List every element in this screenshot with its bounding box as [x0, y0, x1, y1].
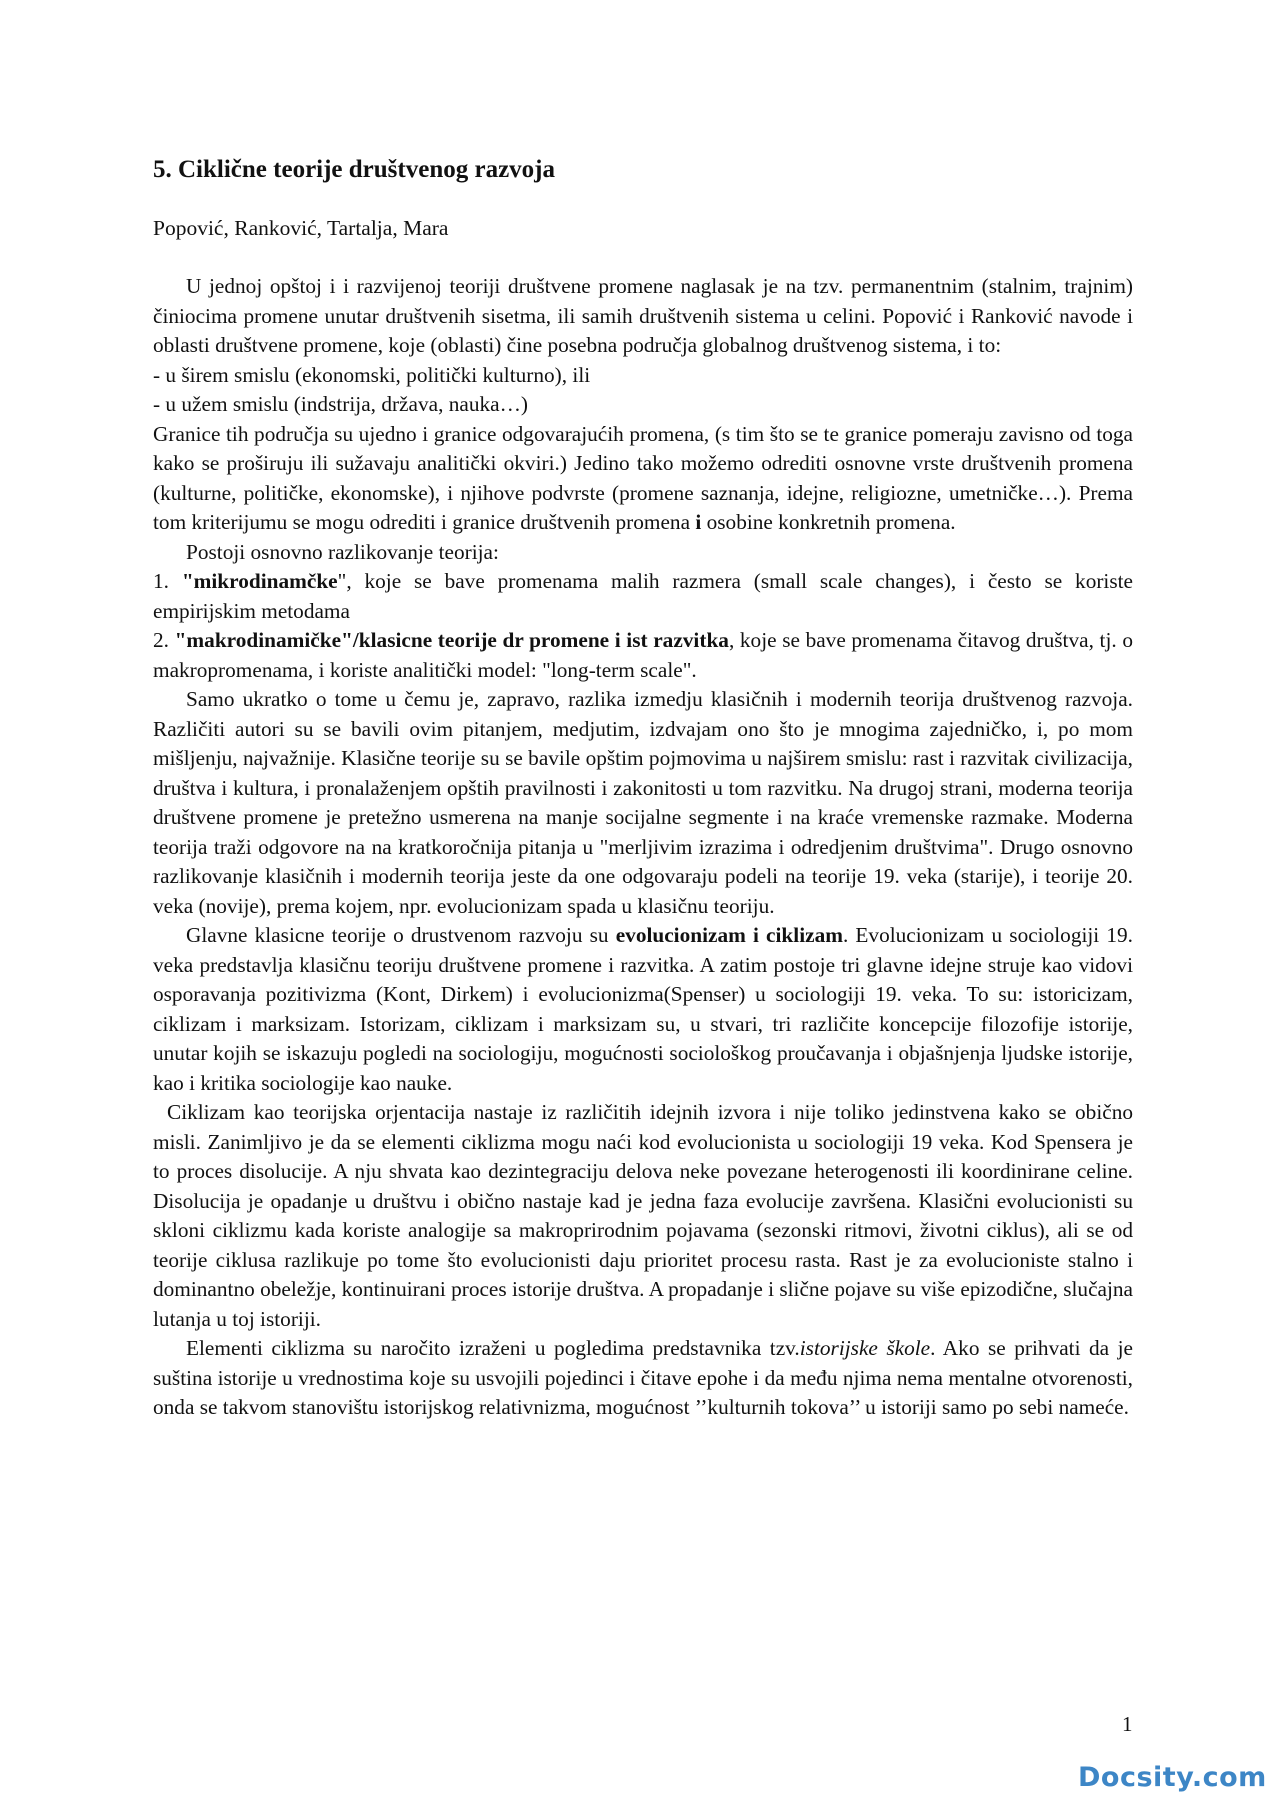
- authors-line: Popović, Ranković, Tartalja, Mara: [153, 216, 449, 240]
- document-body: [153, 272, 1133, 1423]
- page-title: 5. Ciklične teorije društvenog razvoja: [153, 156, 556, 183]
- paragraph-classic-vs-modern: Samo ukratko o tome u čemu je, zapravo, razlika izmedju klasičnih i modernih teorija društvenog razvoja. Različiti autori su se bavili ovim pitanjem, medjutim, izdvajam ono što je mnogima zajedničko, i, po mom mišljenju, najvažnije. Klasične teorije su se bavile opštim pojmovima u najširem smislu: rast i razvitak civilizacija, društva i kultura, i pronalaženjem opštih pravilnosti i zakonitosti u tom razvitku. Na drugoj strani, moderna teorija društvene promene je pretežno usmerena na manje socijalne segmente i na kraće vremenske razmake. Moderna teorija traži odgovore na na kratkoročnija pitanja u "merljivim izrazima i odredjenim društvima". Drugo osnovno razlikovanje klasičnih i modernih teorija jeste da one odgovaraju podeli na teorije 19. veka (starije), i teorije 20. veka (novije), prema kojem, npr. evolucionizam spada u klasičnu teoriju.: [153, 687, 1133, 918]
- paragraph-boundaries: Granice tih područja su ujedno i granice odgovarajućih promena, (s tim što se te granice pomeraju zavisno od toga kako se proširuju ili sužavaju analitički okviri.) Jedino tako možemo odrediti osnovne vrste društvenih promena (kulturne, političke, ekonomske), i njihove podvrste (promene saznanja, idejne, religiozne, umetničke…). Prema tom kriterijumu se mogu odrediti i granice društvenih promena i osobine konkretnih promena.: [153, 421, 1133, 534]
- list-item-broad: - u širem smislu (ekonomski, politički kulturno), ili: [153, 362, 591, 387]
- page-number: 1: [1122, 1712, 1133, 1736]
- paragraph-intro: U jednoj opštoj i i razvijenoj teoriji društvene promene naglasak je na tzv. permanentnim (stalnim, trajnim) činiocima promene unutar društvenih sisetma, ili samih društvenih sistema u celini. Popović i Ranković navode i oblasti društvene promene, koje (oblasti) čine posebna područja globalnog društvenog sistema, i to:: [153, 274, 1133, 357]
- list-item-micro: 1. "mikrodinamčke", koje se bave promenama malih razmera (small scale changes), i često se koriste empirijskim metodama: [153, 569, 1134, 623]
- paragraph-distinction: Postoji osnovno razlikovanje teorija:: [186, 539, 499, 564]
- list-item-narrow: - u užem smislu (indstrija, država, nauka…): [153, 392, 528, 416]
- paragraph-main-theories: Glavne klasicne teorije o drustvenom razvoju su evolucionizam i ciklizam. Evolucionizam u sociologiji 19. veka predstavlja klasičnu teoriju društvene promene i razvitka. A zatim postoje tri glavne idejne struje kao vidovi osporavanja pozitivizma (Kont, Dirkem) i evolucionizma(Spenser) u sociologiji 19. veka. To su: istoricizam, ciklizam i marksizam. Istorizam, ciklizam i marksizam su, u stvari, tri različite koncepcije filozofije istorije, unutar kojih se iskazuju pogledi na sociologiju, mogućnosti sociološkog proučavanja i objašnjenja ljudske istorije, kao i kritika sociologije kao nauke.: [153, 923, 1133, 1095]
- paragraph-historical-school: Elementi ciklizma su naročito izraženi u pogledima predstavnika tzv.istorijske škole. Ako se prihvati da je suština istorije u vrednostima koje su usvojili pojedinci i čitave epohe i da među njima nema mentalne otvorenosti, onda se takvom stanovištu istorijskog relativnizma, mogućnost ’’kulturnih tokova’’ u istoriji samo po sebi nameće.: [153, 1336, 1134, 1419]
- docsity-watermark: Docsity.com: [1078, 1762, 1267, 1793]
- list-item-macro: 2. "makrodinamičke"/klasicne teorije dr promene i ist razvitka, koje se bave promenama čitavog društva, tj. o makropromenama, i koriste analitički model: "long-term scale".: [153, 628, 1133, 682]
- paragraph-cyclism: Ciklizam kao teorijska orjentacija nastaje iz različitih idejnih izvora i nije toliko jedinstvena kako se obično misli. Zanimljivo je da se elementi ciklizma mogu naći kod evolucionista u sociologiji 19 veka. Kod Spensera je to proces disolucije. A nju shvata kao dezintegraciju delova neke povezane heterogenosti ili koordinirane celine. Disolucija je opadanje u društvu i obično nastaje kad je jedna faza evolucije završena. Klasični evolucionisti su skloni ciklizmu kada koriste analogije sa makroprirodnim pojavama (sezonski ritmovi, životni ciklus), ali se od teorije ciklusa razlikuje po tome što evolucionisti daju prioritet procesu rasta. Rast je za evolucioniste stalno i dominantno obeležje, kontinuirani proces istorije društva. A propadanje i slične pojave su više epizodične, slučajna lutanja u toj istoriji.: [153, 1100, 1133, 1331]
